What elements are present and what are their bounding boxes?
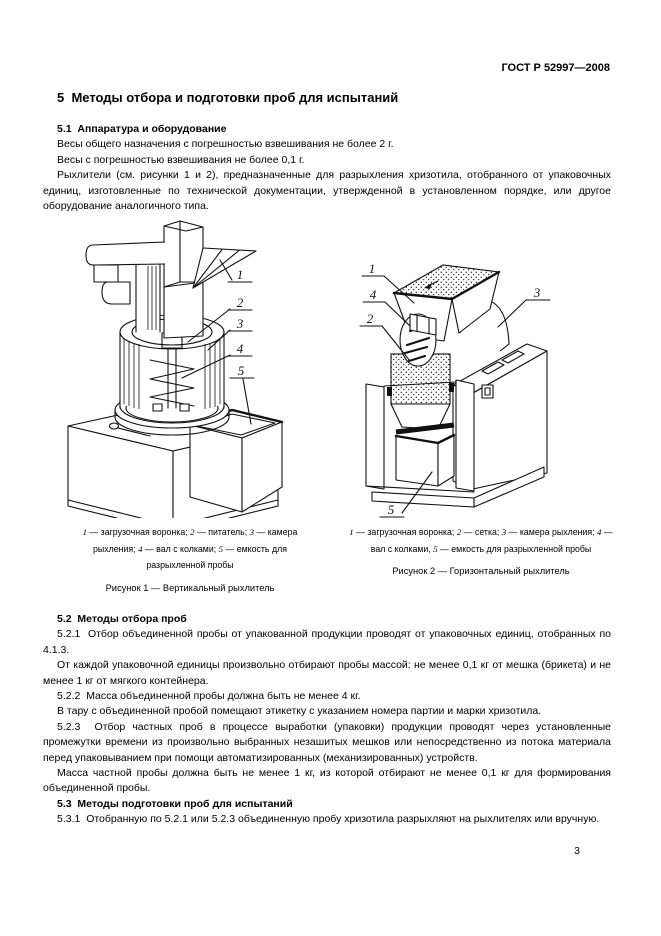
legend-number: 2 [456,527,462,537]
legend-text: — загрузочная воронка; [86,527,191,537]
legend-text: — сетка; [461,527,502,537]
heading-5-2: 5.2 Методы отбора проб [57,613,187,625]
figure-1-drawing [60,220,322,518]
figure2-callout-5: 5 [387,502,395,517]
section-title: 5 Методы отбора и подготовки проб для испытаний [57,90,399,105]
legend-text: — питатель; [194,527,250,537]
figure2-callout-2: 2 [366,311,374,326]
paragraph: 5.3.1 Отобранную по 5.2.1 или 5.2.3 объединенную пробу хризотила разрыхляют на рыхлителях или вручную. [57,813,600,826]
legend-number: 5 [433,543,438,554]
figure2-callout-4: 4 [369,287,377,302]
legend-text: — камера рыхления; [506,527,598,537]
figure2-callout-1: 1 [368,261,376,276]
paragraph: От каждой упаковочной единицы произвольно отбирают пробы массой: не менее 0,1 кг от мешка (брикета) и не менее 1 кг от мягкого контейнера. [43,659,611,687]
figure-2-caption [345,524,617,580]
section-5-1 [43,122,611,214]
figure-1-caption [72,524,308,596]
paragraph: Рыхлители (см. рисунки 1 и 2), предназначенные для разрыхления хризотила, отобранного от упаковочных единиц, изготовленные по технической документации, утвержденной в установленном порядке, или другое оборудование аналогичного типа. [43,169,611,213]
legend-number: 1 [82,527,87,537]
heading-5-3: 5.3 Методы подготовки проб для испытаний [57,797,293,810]
figure1-callout-2: 2 [236,295,244,310]
figure1-callout-3: 3 [236,316,244,331]
legend-text: — вал с колками, [370,527,613,554]
paragraph: В тару с объединенной пробой помещают этикетку с указанием номера партии и марки хризотила. [57,705,542,718]
vertical-ripper-illustration [60,220,322,518]
legend-text: — камера рыхления; [93,527,298,554]
horizontal-ripper-illustration [330,241,622,523]
figure1-callout-4: 4 [236,341,244,356]
legend-number: 3 [501,527,507,537]
legend-number: 4 [138,543,143,554]
legend-number: 1 [349,527,354,537]
standard-number: ГОСТ Р 52997—2008 [501,62,610,74]
paragraph: Весы общего назначения с погрешностью взвешивания не более 2 г. [57,138,394,151]
paragraph: 5.2.2 Масса объединенной пробы должна быть не менее 4 кг. [57,690,361,703]
paragraph: Масса частной пробы должна быть не менее 1 кг, из которой отбирают не менее 0,1 кг для формирования объединенной пробы. [43,767,611,795]
legend-text: — емкость для разрыхленной пробы [146,543,287,570]
figure1-callout-5: 5 [237,363,245,378]
legend-number: 3 [249,527,255,537]
paragraph: 5.2.1 Отбор объединенной пробы от упакованной продукции проводят от упаковочных единиц, отобранных по 4.1.3. [43,628,611,656]
paragraph: 5.2.3 Отбор частных проб в процессе выработки (упаковки) продукции проводят через установленные промежутки времени из произвольно выбранных незашитых мешков или непосредственно из потока материала перед упаковыванием при помощи автоматизированных (механизированных) устройств. [43,720,611,764]
figure-2-drawing [330,241,622,523]
heading-5-1: 5.1 Аппаратура и оборудование [57,123,227,135]
legend-text: — емкость для разрыхленной пробы [437,543,592,554]
section-5-2-and-5-3 [43,612,611,828]
figure1-callout-1: 1 [236,267,244,282]
legend-number: 4 [597,527,602,537]
legend-number: 2 [190,527,195,537]
legend-text: — загрузочная воронка; [353,527,457,537]
legend-text: — вал с колками; [142,543,219,554]
figure-2-title: Рисунок 2 — Горизонтальный рыхлитель [392,566,570,576]
figure-1-title: Рисунок 1 — Вертикальный рыхлитель [105,582,275,593]
legend-number: 5 [218,543,224,554]
figure2-callout-3: 3 [533,285,541,300]
paragraph: Весы с погрешностью взвешивания не более 0,1 г. [57,153,305,166]
page-number: 3 [574,845,580,857]
